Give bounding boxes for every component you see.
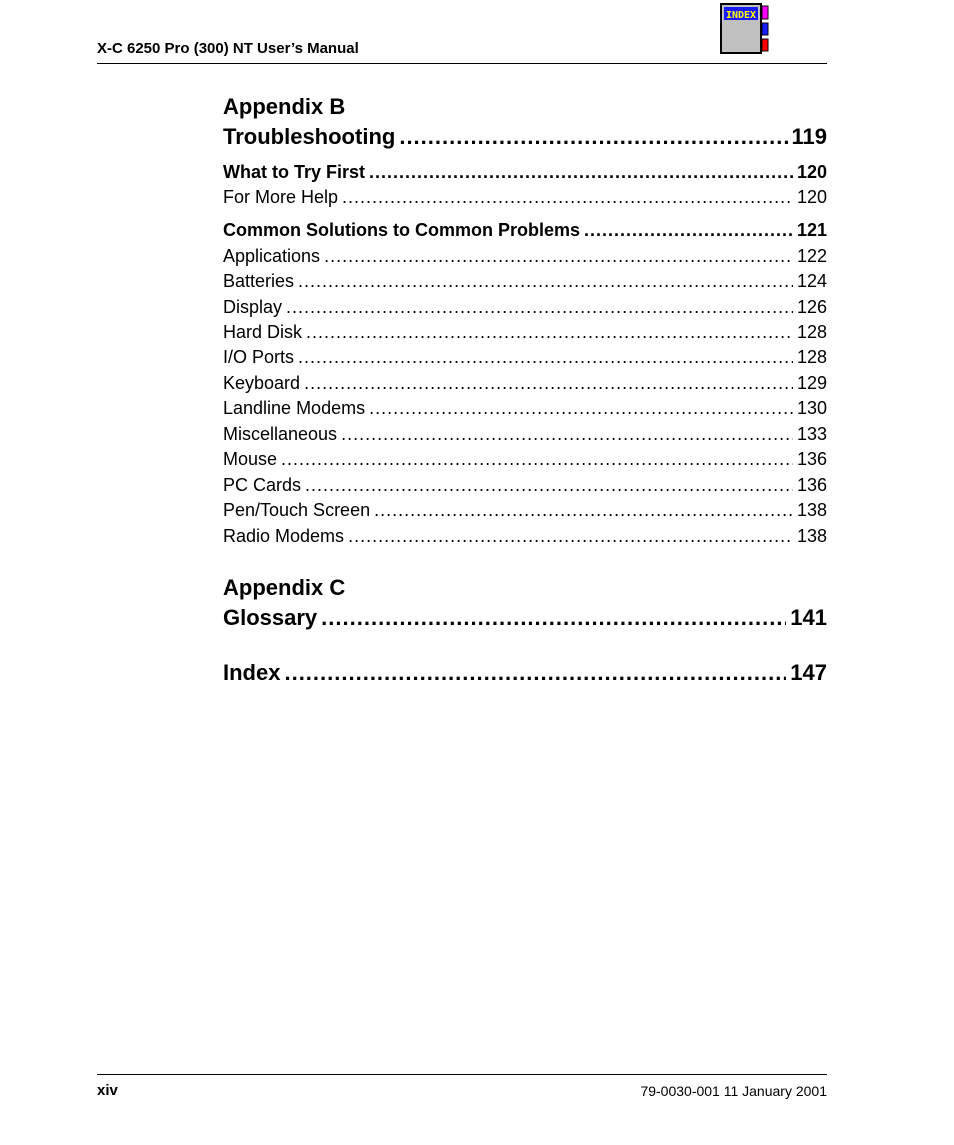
leader-dots <box>584 219 793 241</box>
leader-dots <box>341 423 793 445</box>
toc-entry-label: Display <box>223 297 283 317</box>
toc-entry-page: 119 <box>791 124 827 149</box>
toc-entry-page: 141 <box>790 605 827 630</box>
toc-entry-label: Common Solutions to Common Problems <box>223 220 581 240</box>
index-button-icon[interactable] <box>720 3 772 55</box>
toc-entry-page: 138 <box>796 526 827 546</box>
toc-entry-label: Mouse <box>223 449 278 469</box>
toc-entry-label: Keyboard <box>223 373 301 393</box>
toc-entry-label: Pen/Touch Screen <box>223 500 371 520</box>
toc-entry-page: 120 <box>796 162 827 182</box>
toc-entry-label: Glossary <box>223 605 318 630</box>
toc-entry-glossary[interactable] <box>223 605 827 631</box>
toc-entry-applications[interactable] <box>223 245 827 267</box>
toc-entry-page: 128 <box>796 322 827 342</box>
toc-entry-page: 138 <box>796 500 827 520</box>
toc-entry-page: 126 <box>796 297 827 317</box>
toc-entry-label: Miscellaneous <box>223 424 338 444</box>
toc-entry-label: PC Cards <box>223 475 302 495</box>
toc-entry-troubleshooting[interactable] <box>223 124 827 150</box>
document-info: 79-0030-001 11 January 2001 <box>640 1083 827 1099</box>
leader-dots <box>321 605 786 631</box>
toc-entry-mouse[interactable] <box>223 448 827 470</box>
appendix-b-heading: Appendix B <box>223 94 346 119</box>
toc-entry-index[interactable] <box>223 660 827 686</box>
leader-dots <box>324 245 793 267</box>
leader-dots <box>399 124 787 150</box>
header-rule <box>97 63 827 64</box>
toc-entry-label: What to Try First <box>223 162 366 182</box>
leader-dots <box>342 186 793 208</box>
leader-dots <box>298 270 793 292</box>
leader-dots <box>369 397 793 419</box>
leader-dots <box>374 499 793 521</box>
leader-dots <box>284 660 786 686</box>
toc-entry-label: Batteries <box>223 271 295 291</box>
toc-entry-common-solutions[interactable] <box>223 219 827 241</box>
toc-entry-label: Applications <box>223 246 321 266</box>
toc-entry-radio-modems[interactable] <box>223 525 827 547</box>
toc-entry-page: 120 <box>796 187 827 207</box>
toc-entry-page: 136 <box>796 475 827 495</box>
leader-dots <box>306 321 793 343</box>
toc-entry-for-more-help[interactable] <box>223 186 827 208</box>
toc-entry-page: 133 <box>796 424 827 444</box>
leader-dots <box>348 525 793 547</box>
leader-dots <box>298 346 793 368</box>
manual-title: X-C 6250 Pro (300) NT User’s Manual <box>97 40 359 57</box>
toc-entry-page: 128 <box>796 347 827 367</box>
toc-entry-hard-disk[interactable] <box>223 321 827 343</box>
toc-entry-page: 130 <box>796 398 827 418</box>
toc-entry-page: 121 <box>796 220 827 240</box>
toc-entry-label: Index <box>223 660 281 685</box>
toc-entry-page: 147 <box>790 660 827 685</box>
toc-entry-page: 136 <box>796 449 827 469</box>
toc-entry-label: Troubleshooting <box>223 124 396 149</box>
leader-dots <box>305 474 793 496</box>
footer-rule <box>97 1074 827 1075</box>
toc-entry-label: For More Help <box>223 187 339 207</box>
toc-entry-pc-cards[interactable] <box>223 474 827 496</box>
leader-dots <box>286 296 793 318</box>
leader-dots <box>369 161 793 183</box>
toc-entry-display[interactable] <box>223 296 827 318</box>
toc-entry-page: 124 <box>796 271 827 291</box>
leader-dots <box>304 372 793 394</box>
toc-entry-batteries[interactable] <box>223 270 827 292</box>
toc-entry-label: Hard Disk <box>223 322 303 342</box>
toc-entry-pen-touch-screen[interactable] <box>223 499 827 521</box>
toc-entry-page: 129 <box>796 373 827 393</box>
toc-entry-label: Landline Modems <box>223 398 366 418</box>
toc-entry-what-to-try-first[interactable] <box>223 161 827 183</box>
toc-entry-keyboard[interactable] <box>223 372 827 394</box>
leader-dots <box>281 448 793 470</box>
appendix-c-heading: Appendix C <box>223 575 346 600</box>
toc-entry-miscellaneous[interactable] <box>223 423 827 445</box>
page-number: xiv <box>97 1082 118 1099</box>
toc-entry-page: 122 <box>796 246 827 266</box>
index-logo-text: INDEX <box>725 10 757 21</box>
toc-entry-landline-modems[interactable] <box>223 397 827 419</box>
toc-entry-io-ports[interactable] <box>223 346 827 368</box>
toc-entry-label: I/O Ports <box>223 347 295 367</box>
toc-entry-label: Radio Modems <box>223 526 345 546</box>
